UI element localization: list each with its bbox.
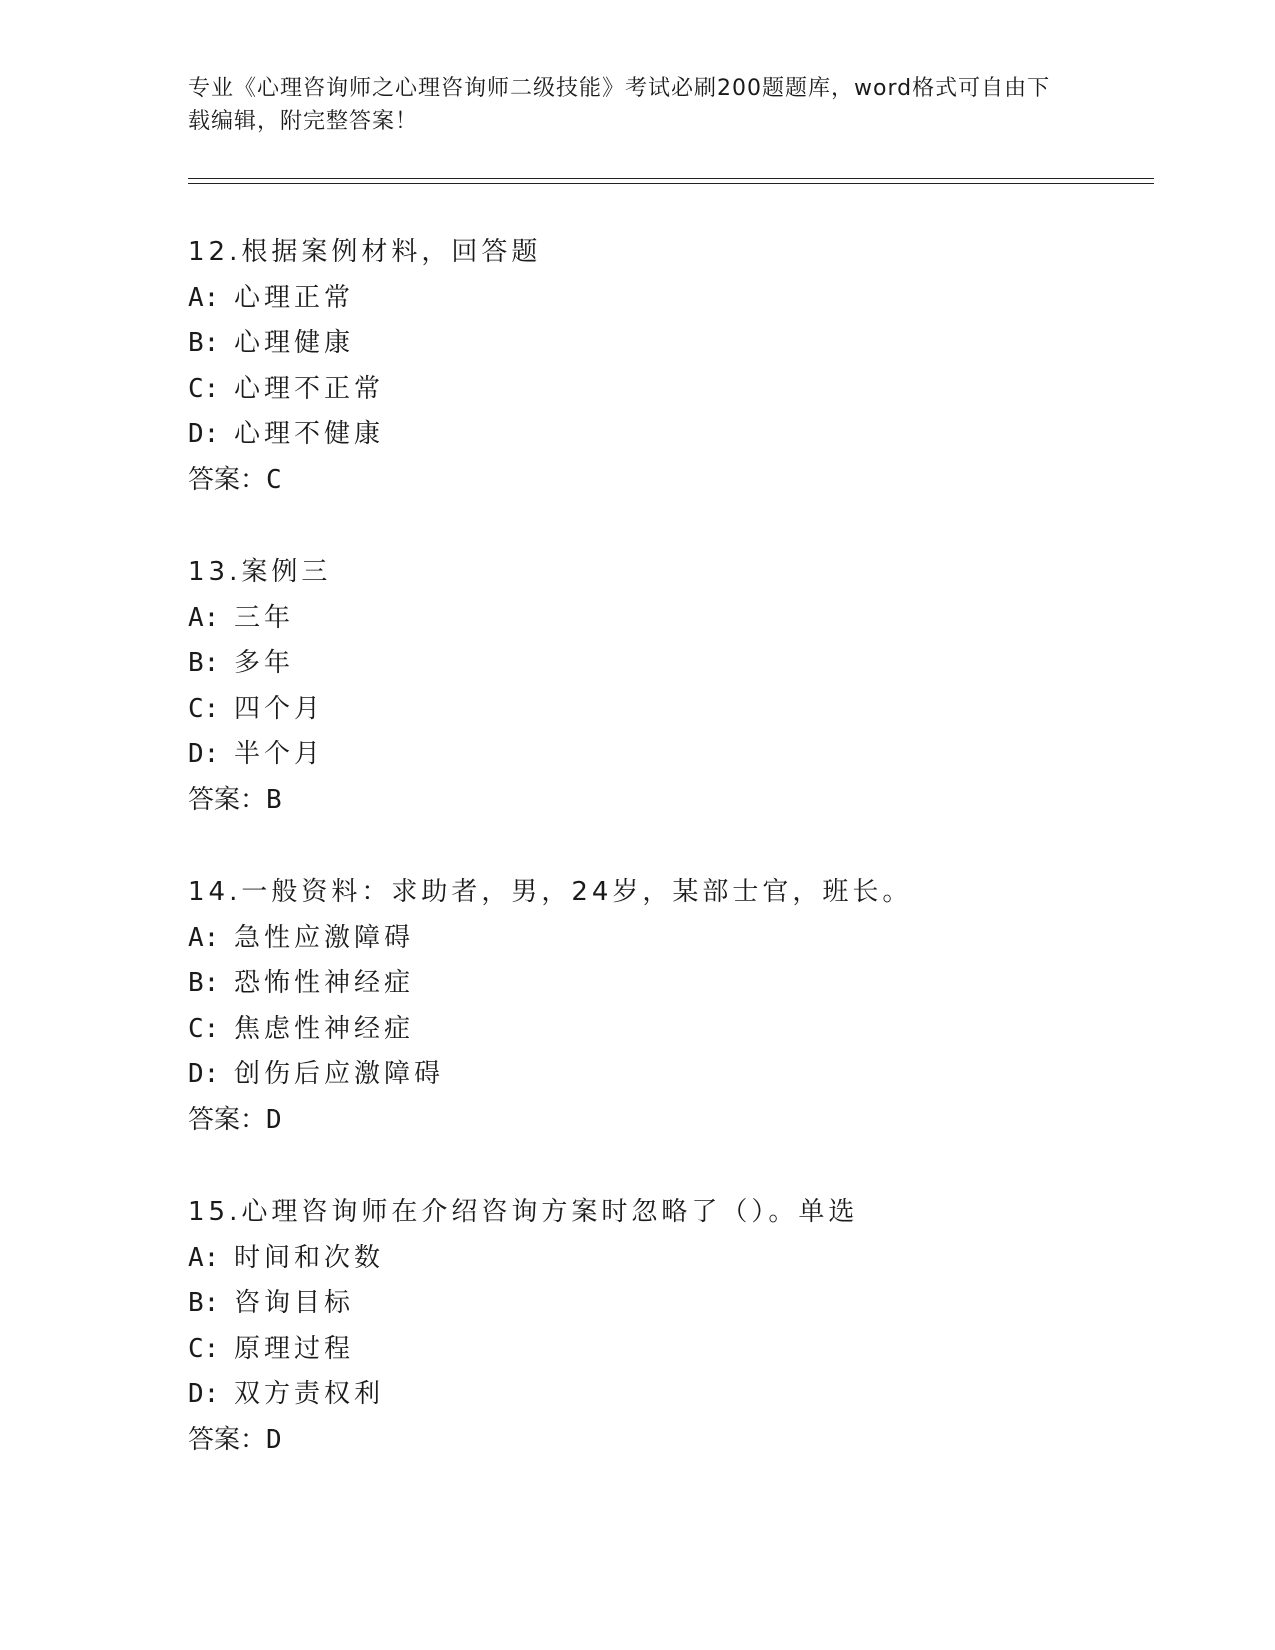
option-letter: C: xyxy=(188,1333,220,1364)
option-c xyxy=(188,367,1148,413)
option-text: 心理健康 xyxy=(234,328,355,359)
option-a xyxy=(188,276,1148,322)
option-text: 半个月 xyxy=(234,739,325,770)
option-letter: D: xyxy=(188,1379,220,1410)
option-text: 急性应激障碍 xyxy=(234,922,415,953)
option-a xyxy=(188,596,1148,642)
question-12 xyxy=(188,230,1148,504)
option-text: 四个月 xyxy=(234,693,325,724)
option-letter: D: xyxy=(188,419,220,450)
option-text: 多年 xyxy=(234,648,295,679)
answer-value: C xyxy=(266,464,282,495)
question-14 xyxy=(188,870,1148,1144)
question-title: 12.根据案例材料，回答题 xyxy=(188,237,542,267)
option-d xyxy=(188,412,1148,458)
option-a xyxy=(188,1236,1148,1282)
option-letter: A: xyxy=(188,1242,220,1273)
option-d xyxy=(188,1052,1148,1098)
question-15 xyxy=(188,1190,1148,1464)
option-text: 三年 xyxy=(234,602,295,633)
option-text: 原理过程 xyxy=(234,1333,355,1364)
option-letter: B: xyxy=(188,328,220,359)
option-c xyxy=(188,1327,1148,1373)
option-text: 双方责权利 xyxy=(234,1379,385,1410)
option-c xyxy=(188,687,1148,733)
option-letter: D: xyxy=(188,739,220,770)
option-text: 心理不健康 xyxy=(234,419,385,450)
option-d xyxy=(188,732,1148,778)
answer-label: 答案： xyxy=(188,784,267,815)
option-d xyxy=(188,1372,1148,1418)
answer-value: D xyxy=(266,1104,282,1135)
option-letter: A: xyxy=(188,602,220,633)
option-b xyxy=(188,1281,1148,1327)
option-a xyxy=(188,916,1148,962)
option-letter: C: xyxy=(188,1013,220,1044)
option-text: 焦虑性神经症 xyxy=(234,1013,415,1044)
question-13 xyxy=(188,550,1148,824)
answer-label: 答案： xyxy=(188,1104,267,1135)
header-divider-top xyxy=(188,178,1154,179)
answer-value: B xyxy=(266,784,282,815)
document-header: 专业《心理咨询师之心理咨询师二级技能》考试必刷200题题库，word格式可自由下载编辑，附完整答案！ xyxy=(188,76,1051,134)
answer-value: D xyxy=(266,1424,282,1455)
option-b xyxy=(188,641,1148,687)
option-letter: D: xyxy=(188,1059,220,1090)
answer-line xyxy=(188,778,1148,824)
answer-line xyxy=(188,1098,1148,1144)
option-letter: B: xyxy=(188,968,220,999)
option-text: 创伤后应激障碍 xyxy=(234,1059,445,1090)
question-title: 15.心理咨询师在介绍咨询方案时忽略了（）。单选 xyxy=(188,1197,859,1227)
option-c xyxy=(188,1007,1148,1053)
option-b xyxy=(188,321,1148,367)
option-text: 咨询目标 xyxy=(234,1288,355,1319)
option-letter: B: xyxy=(188,1288,220,1319)
option-letter: A: xyxy=(188,282,220,313)
option-letter: A: xyxy=(188,922,220,953)
option-text: 时间和次数 xyxy=(234,1242,385,1273)
question-title: 13.案例三 xyxy=(188,557,332,587)
question-title: 14.一般资料：求助者，男，24岁，某部士官，班长。 xyxy=(188,877,913,907)
option-letter: C: xyxy=(188,373,220,404)
answer-line xyxy=(188,1418,1148,1464)
option-text: 心理不正常 xyxy=(234,373,385,404)
answer-line xyxy=(188,458,1148,504)
option-letter: C: xyxy=(188,693,220,724)
header-divider-bottom xyxy=(188,183,1154,184)
option-text: 恐怖性神经症 xyxy=(234,968,415,999)
answer-label: 答案： xyxy=(188,1424,267,1455)
option-letter: B: xyxy=(188,648,220,679)
answer-label: 答案： xyxy=(188,464,267,495)
option-text: 心理正常 xyxy=(234,282,355,313)
option-b xyxy=(188,961,1148,1007)
